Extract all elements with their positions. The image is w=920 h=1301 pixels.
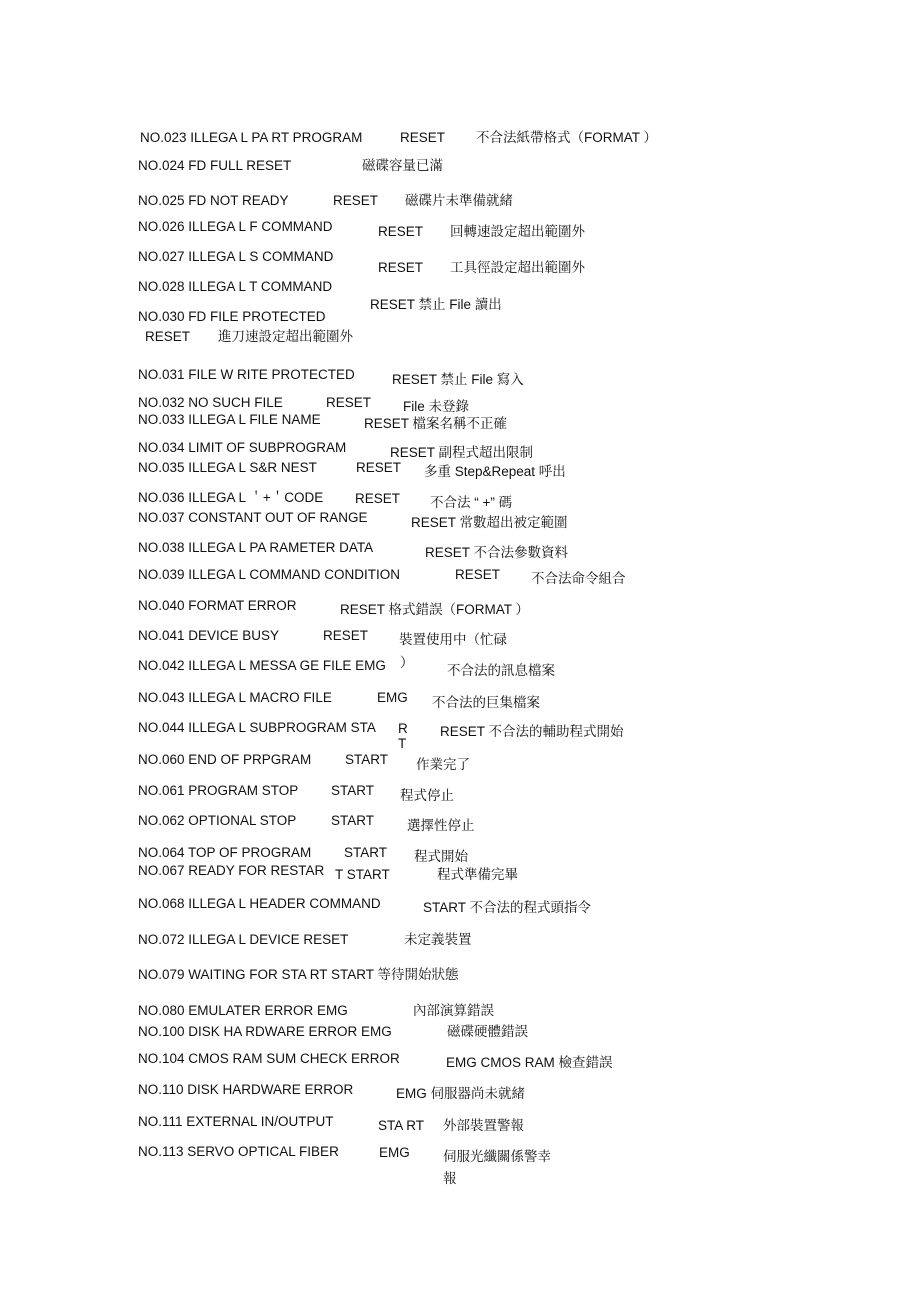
error-code: NO.034 LIMIT OF SUBPROGRAM: [138, 440, 347, 455]
reset-condition: RESET: [355, 491, 401, 506]
error-description: 不合法紙帶格式（FORMAT ）: [476, 130, 657, 145]
error-description: 不合法的訊息檔案: [447, 663, 555, 678]
error-code: NO.035 ILLEGA L S&R NEST: [138, 460, 317, 475]
error-code: NO.061 PROGRAM STOP: [138, 783, 299, 798]
reset-condition: RESET 禁止 File 讀出: [370, 297, 502, 312]
error-description: 不合法的巨集檔案: [432, 695, 540, 710]
error-code: NO.110 DISK HARDWARE ERROR: [138, 1082, 354, 1097]
reset-condition: RESET: [378, 224, 424, 239]
error-description: 不合法命令組合: [531, 571, 626, 586]
error-code: NO.067 READY FOR RESTAR: [138, 863, 325, 878]
error-code: NO.044 ILLEGA L SUBPROGRAM STA: [138, 720, 376, 735]
error-code: NO.042 ILLEGA L MESSA GE FILE EMG: [138, 658, 386, 673]
reset-condition: START: [344, 845, 388, 860]
error-description: 伺服光纖關係警幸: [443, 1149, 551, 1164]
error-description: 裝置使用中（忙碌: [399, 632, 507, 647]
error-code: NO.039 ILLEGA L COMMAND CONDITION: [138, 567, 401, 582]
error-code: NO.104 CMOS RAM SUM CHECK ERROR: [138, 1051, 400, 1066]
error-code: NO.040 FORMAT ERROR: [138, 598, 297, 613]
reset-condition: START: [331, 783, 375, 798]
error-code: NO.111 EXTERNAL IN/OUTPUT: [138, 1114, 334, 1129]
error-description: 磁碟片未準備就緒: [405, 193, 513, 208]
reset-condition: RESET: [356, 460, 402, 475]
reset-condition: RESET: [145, 329, 191, 344]
error-code: NO.100 DISK HA RDWARE ERROR EMG: [138, 1024, 392, 1039]
reset-condition: EMG: [377, 690, 408, 705]
error-description: 程式開始: [414, 849, 468, 864]
error-code: NO.062 OPTIONAL STOP: [138, 813, 297, 828]
error-code: NO.043 ILLEGA L MACRO FILE: [138, 690, 332, 705]
reset-condition: T START: [335, 867, 390, 882]
error-description: 外部裝置警報: [443, 1118, 524, 1133]
error-description: 報: [443, 1171, 457, 1186]
reset-condition: RESET: [400, 130, 446, 145]
error-description: 作業完了: [416, 757, 470, 772]
error-code: NO.023 ILLEGA L PA RT PROGRAM: [140, 130, 363, 145]
error-description: 內部演算錯誤: [413, 1003, 494, 1018]
error-description: 多重 Step&Repeat 呼出: [424, 464, 566, 479]
reset-condition: ）: [400, 655, 414, 670]
reset-condition: RESET: [378, 260, 424, 275]
error-code: NO.113 SERVO OPTICAL FIBER: [138, 1144, 339, 1159]
error-code: NO.032 NO SUCH FILE: [138, 395, 283, 410]
reset-condition: RESET: [326, 395, 372, 410]
error-code: NO.079 WAITING FOR STA RT START 等待開始狀態: [138, 967, 459, 982]
error-code: NO.037 CONSTANT OUT OF RANGE: [138, 510, 368, 525]
error-code: NO.038 ILLEGA L PA RAMETER DATA: [138, 540, 374, 555]
error-code: NO.072 ILLEGA L DEVICE RESET: [138, 932, 349, 947]
reset-condition: RESET: [455, 567, 501, 582]
error-description: 程式停止: [400, 788, 454, 803]
error-description: 程式準備完畢: [437, 867, 518, 882]
error-code: NO.026 ILLEGA L F COMMAND: [138, 219, 333, 234]
reset-condition: START: [331, 813, 375, 828]
error-code: NO.060 END OF PRPGRAM: [138, 752, 312, 767]
error-code: NO.030 FD FILE PROTECTED: [138, 309, 326, 324]
error-description: 選擇性停止: [407, 818, 475, 833]
reset-condition: EMG: [379, 1145, 410, 1160]
error-description: File 未登錄: [403, 399, 470, 414]
error-description: EMG CMOS RAM 檢查錯誤: [446, 1055, 613, 1070]
reset-condition: RESET 格式錯誤（FORMAT ）: [340, 602, 530, 617]
reset-condition: RESET: [333, 193, 379, 208]
reset-condition: T: [398, 736, 407, 751]
error-code: NO.031 FILE W RITE PROTECTED: [138, 367, 355, 382]
reset-condition: RESET 不合法參數資料: [425, 545, 569, 560]
error-description: 不合法 “ +” 碼: [430, 495, 513, 510]
reset-condition: STA RT: [378, 1118, 425, 1133]
reset-condition: EMG 伺服器尚未就緒: [396, 1086, 526, 1101]
reset-condition: RESET 常數超出被定範圍: [411, 515, 568, 530]
error-code: NO.028 ILLEGA L T COMMAND: [138, 279, 333, 294]
error-code: NO.064 TOP OF PROGRAM: [138, 845, 312, 860]
error-description: 回轉速設定超出範圍外: [450, 224, 585, 239]
error-description: 磁碟容量已滿: [362, 158, 443, 173]
error-description: 進刀速設定超出範圍外: [218, 329, 353, 344]
error-code: NO.041 DEVICE BUSY: [138, 628, 280, 643]
error-code: NO.068 ILLEGA L HEADER COMMAND: [138, 896, 381, 911]
reset-condition: START 不合法的程式頭指令: [423, 900, 592, 915]
error-code: NO.036 ILLEGA L ＇+＇CODE: [138, 490, 324, 505]
error-description: RESET 不合法的輔助程式開始: [440, 724, 624, 739]
error-code: NO.033 ILLEGA L FILE NAME: [138, 412, 321, 427]
reset-condition: RESET 副程式超出限制: [390, 445, 534, 460]
error-code: NO.027 ILLEGA L S COMMAND: [138, 249, 334, 264]
reset-condition: R: [398, 721, 408, 736]
error-code: NO.025 FD NOT READY: [138, 193, 289, 208]
reset-condition: RESET 檔案名稱不正確: [364, 416, 508, 431]
reset-condition: RESET 禁止 File 寫入: [392, 372, 524, 387]
error-description: 未定義裝置: [404, 932, 472, 947]
reset-condition: RESET: [323, 628, 369, 643]
error-description: 磁碟硬體錯誤: [447, 1024, 528, 1039]
error-code: NO.024 FD FULL RESET: [138, 158, 292, 173]
error-description: 工具徑設定超出範圍外: [450, 260, 585, 275]
reset-condition: START: [345, 752, 389, 767]
error-code: NO.080 EMULATER ERROR EMG: [138, 1003, 348, 1018]
